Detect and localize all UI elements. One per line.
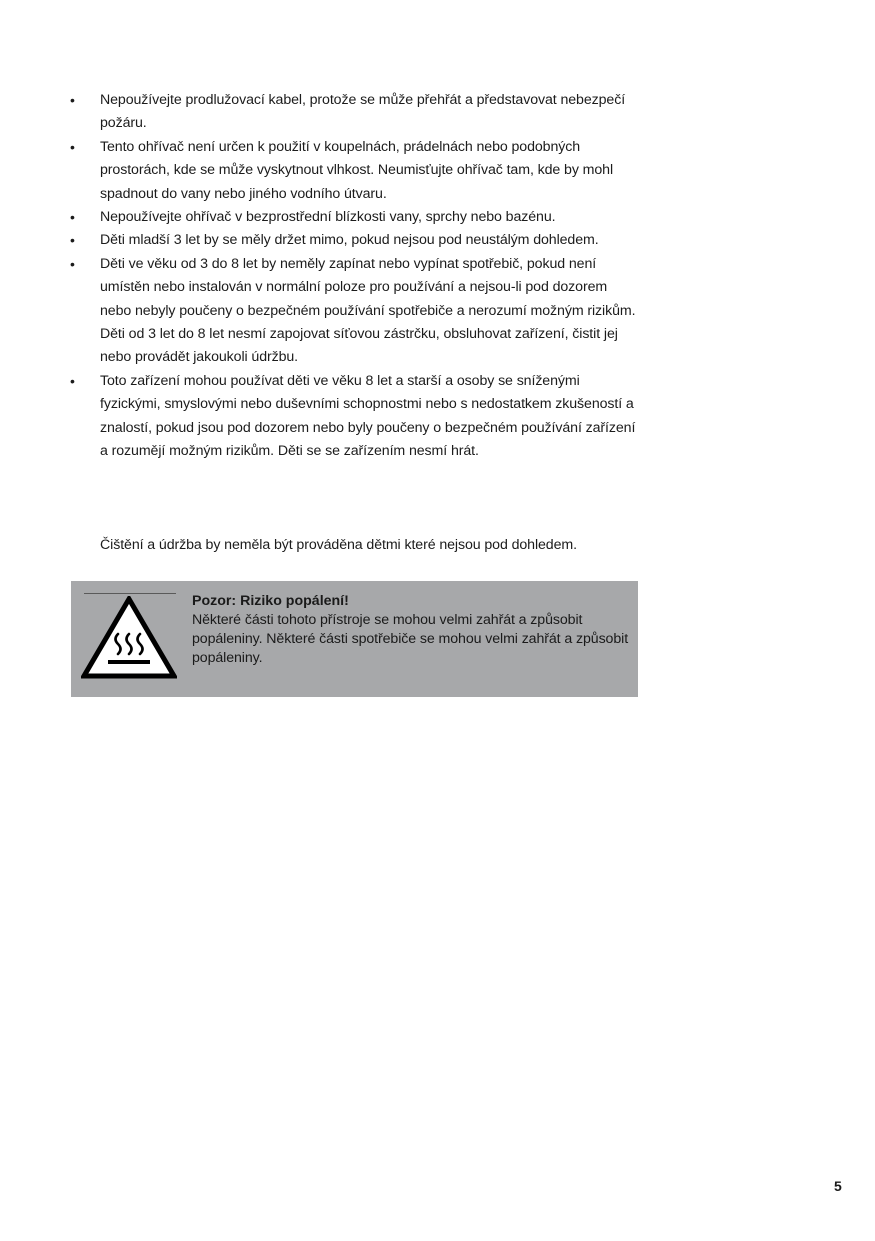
bullet-text: Nepoužívejte prodlužovací kabel, protože se může přehřát a představovat nebezpečí požáru.: [100, 92, 626, 132]
safety-bullet-list: [70, 89, 640, 464]
bullet-item: [70, 89, 640, 136]
bullet-text: Tento ohřívač není určen k použití v koupelnách, prádelnách nebo podobných prostorách, kde se může vyskytnout vlhkost. Neumisťujte ohřívač tam, kde by mohl spadnout do vany nebo jiného vodního útvaru.: [100, 138, 614, 202]
bullet-item: [70, 206, 640, 229]
bullet-marker: •: [70, 372, 75, 389]
bullet-text: Nepoužívejte ohřívač v bezprostřední blízkosti vany, sprchy nebo bazénu.: [100, 209, 556, 226]
burn-warning-box: [71, 581, 638, 697]
bullet-text: Děti mladší 3 let by se měly držet mimo, pokud nejsou pod neustálým dohledem.: [100, 232, 599, 249]
bullet-item: [70, 136, 640, 206]
cleaning-note: Čištění a údržba by neměla být prováděna dětmi které nejsou pod dohledem.: [100, 537, 577, 553]
bullet-marker: •: [70, 92, 75, 108]
warning-divider: [84, 593, 176, 594]
warning-title: Pozor: Riziko popálení!: [192, 593, 349, 609]
bullet-marker: •: [70, 232, 75, 249]
page-number: 5: [834, 1178, 842, 1194]
bullet-item: [70, 229, 640, 252]
bullet-marker: •: [70, 138, 75, 155]
bullet-marker: •: [70, 255, 75, 272]
bullet-text: Toto zařízení mohou používat děti ve věku 8 let a starší a osoby se sníženými fyzickými, smyslovými nebo duševními schopnostmi nebo s nedostatkem zkušeností a znalostí, pokud jsou pod dozorem nebo byly poučeny o bezpečném používání zařízení a rozumějí možným rizikům. Děti se se zařízením nesmí hrát.: [100, 372, 636, 460]
bullet-item: [70, 370, 640, 464]
hot-surface-warning-icon: [81, 596, 177, 680]
bullet-text: Děti ve věku od 3 do 8 let by neměly zapínat nebo vypínat spotřebič, pokud není umístěn nebo instalován v normální poloze pro používání a nejsou-li pod dozorem nebo nebyly poučeny o bezpečném používání spotřebiče a nerozumí možným rizikům. Děti od 3 let do 8 let nesmí zapojovat síťovou zástrčku, obsluhovat zařízení, čistit jej nebo provádět jakoukoli údržbu.: [100, 255, 636, 366]
warning-text: Některé části tohoto přístroje se mohou velmi zahřát a způsobit popáleniny. Některé části spotřebiče se mohou velmi zahřát a způsobit popáleniny.: [192, 612, 629, 666]
bullet-item: [70, 253, 640, 370]
bullet-marker: •: [70, 209, 75, 226]
